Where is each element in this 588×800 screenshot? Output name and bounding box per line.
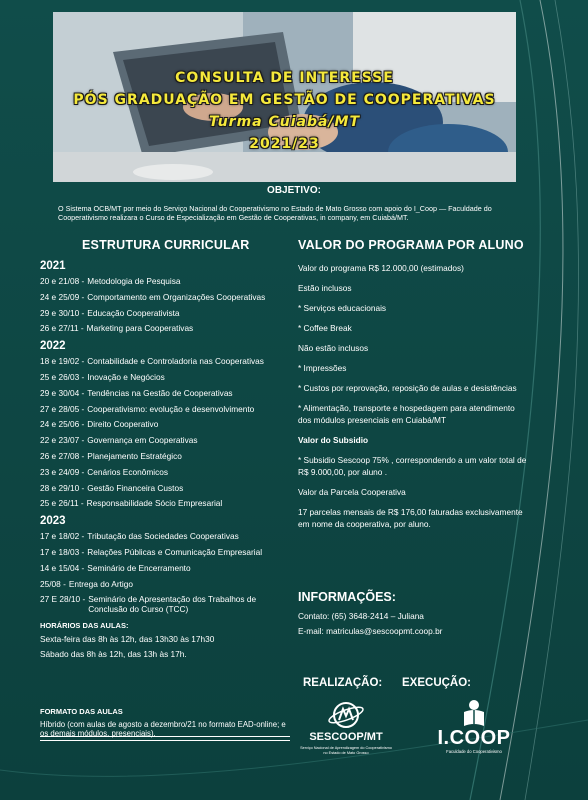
module-title: Seminário de Apresentação dos Trabalhos de Conclusão do Curso (TCC): [88, 594, 257, 614]
list-item: [40, 452, 290, 462]
list-item: [40, 373, 290, 383]
icoop-emblem-icon: [428, 698, 520, 728]
module-date: 24 e 25/09 -: [40, 291, 85, 302]
year-2021: 2021: [40, 260, 66, 272]
valor-programa-heading: VALOR DO PROGRAMA POR ALUNO: [298, 238, 524, 252]
module-date: 28 e 29/10 -: [40, 482, 85, 493]
module-title: Inovação e Negócios: [87, 371, 165, 382]
module-date: 25/08 -: [40, 578, 66, 589]
module-title: Educação Cooperativista: [87, 307, 180, 318]
year-2023: 2023: [40, 515, 66, 528]
module-title: Cooperativismo: evolução e desenvolvimento: [87, 403, 255, 414]
list-item: [40, 548, 290, 558]
informacoes-heading: INFORMAÇÕES:: [298, 590, 396, 604]
informacoes-block: [298, 590, 530, 645]
list-item: [40, 595, 290, 614]
hero-line-consulta: CONSULTA DE INTERESSE: [175, 70, 394, 86]
contato-text: Contato: (65) 3648-2414 – Juliana: [298, 611, 424, 621]
valor-line: * Coffee Break: [298, 323, 352, 333]
module-title: Gestão Financeira Custos: [87, 482, 184, 493]
icoop-subtitle: Faculdade do Cooperativismo: [446, 749, 502, 754]
valor-line: * Impressões: [298, 363, 347, 373]
module-date: 24 e 25/06 -: [40, 419, 85, 430]
module-date: 25 e 26/03 -: [40, 371, 85, 382]
module-title: Comportamento em Organizações Cooperativas: [87, 291, 266, 302]
list-item: [40, 468, 290, 478]
year-2022: 2022: [40, 340, 66, 353]
list-item: [40, 499, 290, 509]
module-title: Marketing para Cooperativas: [86, 323, 194, 334]
objetivo-text: O Sistema OCB/MT por meio do Serviço Nacional do Cooperativismo no Estado de Mato Grosso com apoio do I_Coop — Faculdade do Cooperativismo realizara o Curso de Especialização em Gestão de Cooperativas, in company, em Cuiabá/MT.: [58, 204, 492, 222]
module-date: 23 e 24/09 -: [40, 466, 85, 477]
module-date: 27 e 28/05 -: [40, 403, 85, 414]
estrutura-curricular-column: [40, 238, 290, 664]
list-item: [40, 389, 290, 399]
module-date: 22 e 23/07 -: [40, 435, 85, 446]
module-title: Cenários Econômicos: [87, 466, 168, 477]
hero-line-pos-graduacao: PÓS GRADUAÇÃO EM GESTÃO DE COOPERATIVAS: [73, 92, 496, 108]
module-date: 27 E 28/10 -: [40, 594, 86, 605]
list-item: [40, 324, 290, 334]
sescoop-logo: [300, 700, 392, 760]
module-date: 26 e 27/11 -: [40, 323, 84, 334]
module-date: 18 e 19/02 -: [40, 356, 85, 367]
module-title: Entrega do Artigo: [68, 578, 133, 589]
sescoop-emblem-icon: [300, 700, 392, 732]
horario-sabado: Sábado das 8h às 12h, das 13h às 17h.: [40, 648, 187, 659]
module-date: 29 e 30/04 -: [40, 387, 85, 398]
module-title: Contabilidade e Controladoria nas Cooperativas: [87, 356, 264, 367]
formato-heading: FORMATO DAS AULAS: [40, 707, 123, 716]
valor-line: * Alimentação, transporte e hospedagem para atendimento dos módulos presenciais em Cuiabá/MT: [298, 403, 515, 425]
horario-sexta: Sexta-feira das 8h às 12h, das 13h30 às 17h30: [40, 633, 215, 644]
module-title: Tendências na Gestão de Cooperativas: [87, 387, 233, 398]
module-date: 29 e 30/10 -: [40, 307, 85, 318]
divider: [40, 736, 290, 741]
list-item: [40, 420, 290, 430]
list-item: [40, 309, 290, 319]
module-date: 17 e 18/02 -: [40, 531, 85, 542]
valor-line: Estão inclusos: [298, 283, 352, 293]
valor-programa-column: [298, 238, 530, 538]
list-item: [40, 532, 290, 542]
hero-line-turma: Turma Cuiabá/MT: [208, 114, 361, 130]
module-date: 17 e 18/03 -: [40, 546, 85, 557]
module-date: 26 e 27/08 -: [40, 450, 85, 461]
list-item: [40, 436, 290, 446]
module-title: Metodologia de Pesquisa: [87, 276, 181, 286]
module-title: Seminário de Encerramento: [87, 562, 191, 573]
list-item: [40, 564, 290, 574]
valor-line: 17 parcelas mensais de R$ 176,00 faturadas exclusivamente em nome da cooperativa, por aluno.: [298, 507, 523, 529]
sescoop-name: SESCOOP/MT: [309, 731, 383, 743]
list-item: [40, 357, 290, 367]
module-title: Relações Públicas e Comunicação Empresarial: [87, 546, 263, 557]
email-text[interactable]: E-mail: matriculas@sescoopmt.coop.br: [298, 626, 443, 636]
valor-line: * Subsidio Sescoop 75% , correspondendo a um valor total de R$ 9.000,00, por aluno .: [298, 455, 527, 477]
hero-banner: [53, 12, 516, 182]
horarios-heading: HORÁRIOS DAS AULAS:: [40, 620, 129, 630]
sescoop-subtitle: Serviço Nacional de Aprendizagem do Cooperativismo no Estado de Mato Grosso: [300, 746, 392, 755]
module-date: 20 e 21/08 -: [40, 276, 85, 286]
list-item: [40, 405, 290, 415]
icoop-name: I.COOP: [437, 727, 511, 749]
module-title: Tributação das Sociedades Cooperativas: [87, 531, 239, 542]
valor-line: Valor da Parcela Cooperativa: [298, 487, 406, 497]
hero-title-block: [53, 67, 516, 155]
realizacao-label: REALIZAÇÃO:: [303, 677, 383, 689]
module-date: 14 e 15/04 -: [40, 562, 85, 573]
list-item: [40, 580, 290, 590]
formato-text: Híbrido (com aulas de agosto a dezembro/21 no formato EAD-online; e os demais módulos, presenciais).: [40, 720, 286, 738]
valor-line: * Custos por reprovação, reposição de aulas e desistências: [298, 383, 517, 393]
module-date: 25 e 26/11 -: [40, 498, 84, 509]
valor-subsidio-heading: Valor do Subsidio: [298, 435, 369, 445]
hero-line-ano: 2021/23: [249, 136, 320, 152]
estrutura-curricular-heading: ESTRUTURA CURRICULAR: [82, 238, 250, 252]
valor-line: Não estão inclusos: [298, 343, 369, 353]
list-item: [40, 277, 290, 287]
list-item: [40, 484, 290, 494]
valor-line: * Serviços educacionais: [298, 303, 387, 313]
execucao-label: EXECUÇÃO:: [402, 677, 472, 689]
module-title: Responsabilidade Sócio Empresarial: [86, 498, 223, 509]
module-title: Governança em Cooperativas: [87, 435, 198, 446]
objetivo-heading: OBJETIVO:: [267, 185, 321, 196]
list-item: [40, 293, 290, 303]
module-title: Planejamento Estratégico: [87, 450, 182, 461]
icoop-logo: [428, 698, 520, 762]
valor-line: Valor do programa R$ 12.000,00 (estimados): [298, 263, 464, 273]
module-title: Direito Cooperativo: [87, 419, 159, 430]
